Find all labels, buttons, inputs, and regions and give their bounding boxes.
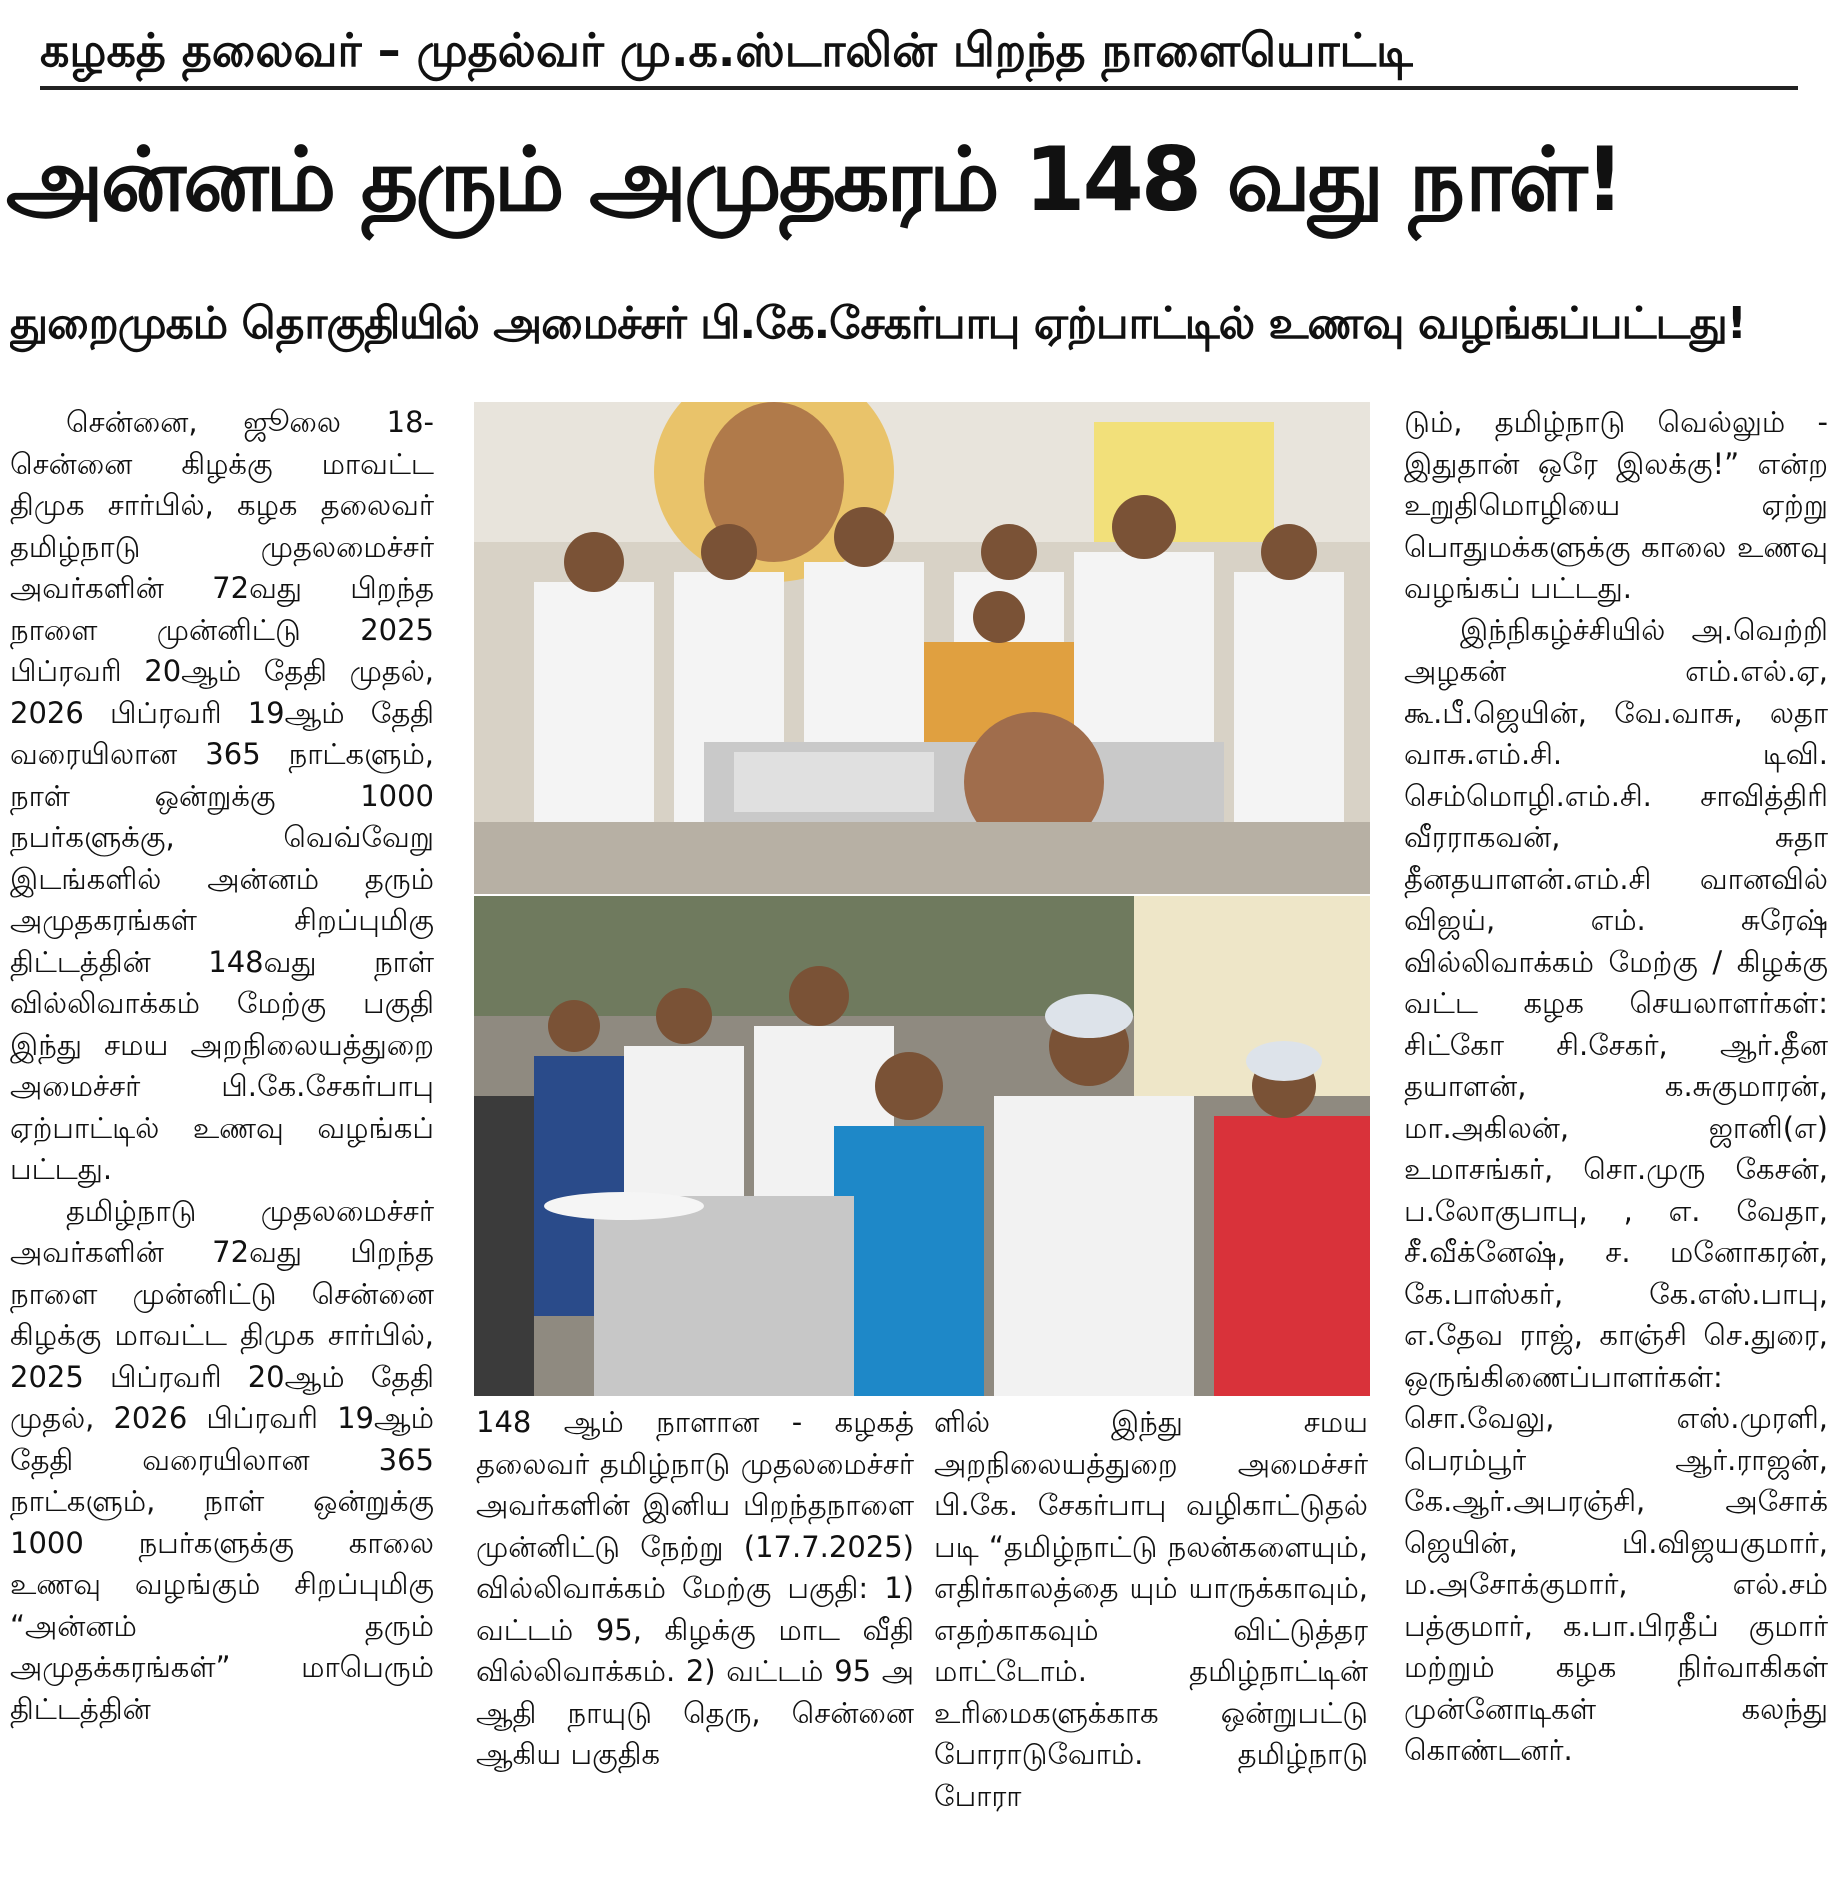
article-paragraph: தமிழ்நாடு முதலமைச்சர் அவர்களின் 72வது பிறந்த நாளை முன்னிட்டு சென்னை கிழக்கு மாவட்ட திமுக சார்பில், 2025 பிப்ரவரி 20ஆம் தேதி முதல், 2026 பிப்ரவரி 19ஆம் தேதி வரையிலான 365 நாட்களும், நாள் ஒன்றுக்கு 1000 நபர்களுக்கு காலை உணவு வழங்கும் சிறப்புமிகு “அன்னம் தரும் அமுதக்கரங்கள்” மாபெரும் திட்டத்தின் (10, 1193, 434, 1726)
article-paragraph: டும், தமிழ்நாடு வெல்லும் - இதுதான் ஒரே இலக்கு!” என்ற உறுதிமொழியை ஏற்று பொதுமக்களுக்கு காலை உணவு வழங்கப் பட்டது. (1404, 405, 1828, 605)
subheadline: துறைமுகம் தொகுதியில் அமைச்சர் பி.கே.சேகர்பாபு ஏற்பாட்டில் உணவு வழங்கப்பட்டது! (10, 298, 1746, 349)
photo-food-serving-icon (474, 896, 1370, 1396)
article-column-middle-2 (934, 1402, 1368, 1880)
article-column-right (1404, 402, 1828, 1880)
article-paragraph: சென்னை, ஜூலை 18- சென்னை கிழக்கு மாவட்ட திமுக சார்பில், கழக தலைவர் தமிழ்நாடு முதலமைச்சர் அவர்களின் 72வது பிறந்த நாளை முன்னிட்டு 2025 பிப்ரவரி 20ஆம் தேதி முதல், 2026 பிப்ரவரி 19ஆம் தேதி வரையிலான 365 நாட்களும், நாள் ஒன்றுக்கு 1000 நபர்களுக்கு, வெவ்வேறு இடங்களில் அன்னம் தரும் அமுதகரங்கள் சிறப்புமிகு திட்டத்தின் 148வது நாள் வில்லிவாக்கம் மேற்கு பகுதி இந்து சமய அறநிலையத்துறை அமைச்சர் பி.கே.சேகர்பாபு ஏற்பாட்டில் உணவு வழங்கப் பட்டது. (10, 405, 434, 1186)
news-photo-bottom (474, 896, 1370, 1396)
article-paragraph: 148 ஆம் நாளான - கழகத் தலைவர் தமிழ்நாடு முதலமைச்சர் அவர்களின் இனிய பிறந்தநாளை முன்னிட்டு நேற்று (17.7.2025) வில்லிவாக்கம் மேற்கு பகுதி: 1) வட்டம் 95, கிழக்கு மாட வீதி வில்லிவாக்கம். 2) வட்டம் 95 அ ஆதி நாயுடு தெரு, சென்னை ஆகிய பகுதிக (476, 1405, 914, 1771)
article-paragraph: இந்நிகழ்ச்சியில் அ.வெற்றி அழகன் எம்.எல்.ஏ, கூ.பீ.ஜெயின், வே.வாசு, லதா வாசு.எம்.சி. டிவி. செம்மொழி.எம்.சி. சாவித்திரி வீரராகவன், சுதா தீனதயாளன்.எம்.சி வானவில் விஜய், எம். சுரேஷ் வில்லிவாக்கம் மேற்கு / கிழக்கு வட்ட கழக செயலாளர்கள்: சிட்கோ சி.சேகர், ஆர்.தீன தயாளன், க.சுகுமாரன், மா.அகிலன், ஜானி(எ) உமாசங்கர், சொ.முரு கேசன், ப.லோகுபாபு, , எ. வேதா, சீ.வீக்னேஷ், ச. மனோகரன், கே.பாஸ்கர், கே.எஸ்.பாபு, எ.தேவ ராஜ், காஞ்சி செ.துரை, ஒருங்கிணைப்பாளர்கள்: சொ.வேலு, எஸ்.முரளி, பெரம்பூர் ஆர்.ராஜன், கே.ஆர்.அபரஞ்சி, அசோக் ஜெயின், பி.விஜயகுமார், ம.அசோக்குமார், எல்.சம் பத்குமார், க.பா.பிரதீப் குமார் மற்றும் கழக நிர்வாகிகள் முன்னோடிகள் கலந்து கொண்டனர். (1404, 612, 1828, 1767)
kicker-divider (40, 86, 1798, 90)
kicker-title: கழகத் தலைவர் – முதல்வர் மு.க.ஸ்டாலின் பிறந்த நாளையொட்டி (40, 23, 1413, 77)
article-column-middle-1 (476, 1402, 914, 1880)
headline: அன்னம் தரும் அமுதகரம் 148 வது நாள்! (6, 128, 1622, 231)
article-paragraph: ளில் இந்து சமய அறநிலையத்துறை அமைச்சர் பி.கே. சேகர்பாபு வழிகாட்டுதல் படி “தமிழ்நாட்டு நலன்களையும், எதிர்காலத்தை யும் யாருக்காவும், எதற்காகவும் விட்டுத்தர மாட்டோம். தமிழ்நாட்டின் உரிமைகளுக்காக ஒன்றுபட்டு போராடுவோம். தமிழ்நாடு போரா (934, 1405, 1368, 1813)
photo-food-distribution-icon (474, 402, 1370, 894)
article-column-left (10, 402, 434, 1880)
news-photo-top (474, 402, 1370, 894)
